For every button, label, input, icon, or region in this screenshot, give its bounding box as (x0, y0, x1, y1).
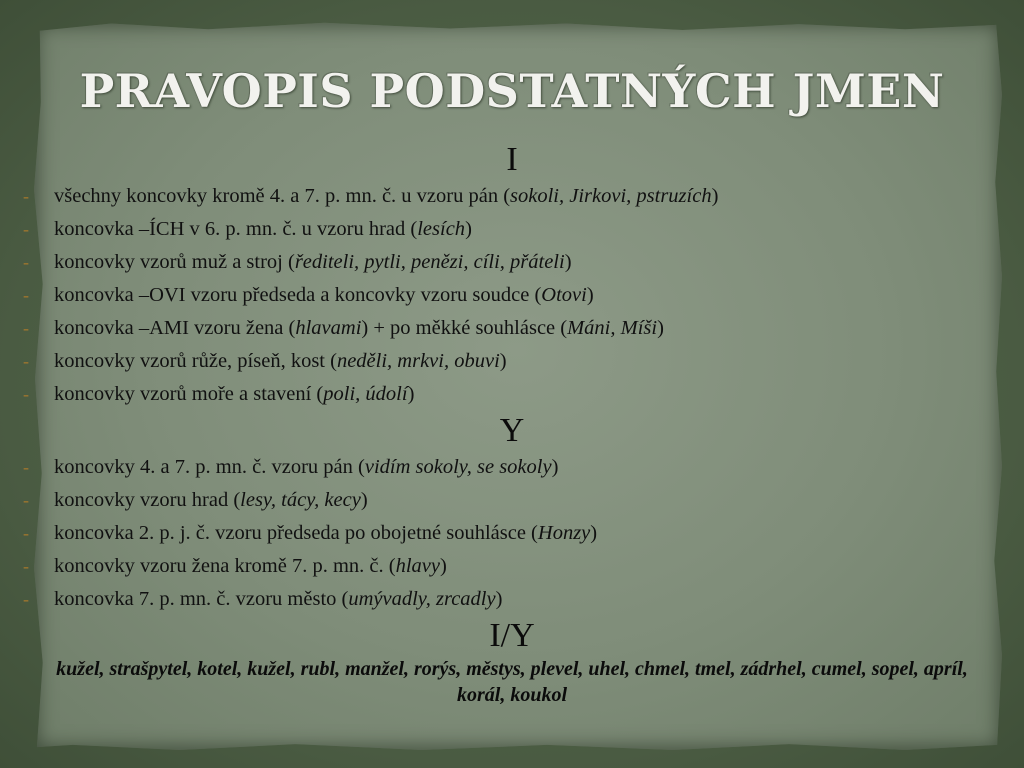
item-end: ) (495, 588, 503, 610)
list-item (20, 345, 1004, 378)
slide-title: PRAVOPIS PODSTATNÝCH JMEN (79, 64, 945, 118)
item-end: ) (407, 383, 415, 405)
slide-content (20, 140, 1004, 708)
item-end: ) (590, 522, 598, 544)
bullet-dash: - (23, 384, 29, 404)
item-examples: lesy, tácy, kecy (240, 489, 361, 511)
bullet-dash: - (23, 252, 29, 272)
list-item (20, 312, 1004, 345)
list-item (20, 279, 1004, 312)
item-end: ) (564, 251, 572, 273)
item-examples: vidím sokoly, se sokoly (364, 456, 552, 478)
item-text: koncovka 2. p. j. č. vzoru předseda po obojetné souhlásce ( (54, 522, 538, 544)
list-item (20, 213, 1004, 246)
bullet-dash: - (23, 490, 29, 510)
list-item (20, 484, 1004, 517)
section-i-list (20, 180, 1004, 411)
item-examples: sokoli, Jirkovi, pstruzích (510, 185, 712, 207)
list-item (20, 451, 1004, 484)
item-text: koncovka –OVI vzoru předseda a koncovky vzoru soudce ( (54, 284, 542, 306)
list-item (20, 378, 1004, 411)
item-examples: Honzy (537, 522, 591, 544)
bullet-dash: - (23, 318, 29, 338)
item-end: ) (711, 185, 719, 207)
section-heading-i: I (506, 141, 518, 178)
item-text: koncovky vzorů růže, píseň, kost ( (54, 350, 337, 372)
section-heading-iy: I/Y (489, 617, 535, 654)
bullet-dash: - (23, 186, 29, 206)
section-heading-y: Y (499, 412, 525, 449)
item-text: koncovka –AMI vzoru žena ( (54, 317, 296, 339)
item-text: koncovky vzorů moře a stavení ( (54, 383, 324, 405)
exception-words: kužel, strašpytel, kotel, kužel, rubl, manžel, rorýs, městys, plevel, uhel, chmel, tmel, zádrhel, cumel, sopel, apríl, korál, koukol (56, 658, 968, 706)
item-examples: hlavy (395, 555, 440, 577)
list-item (20, 180, 1004, 213)
item-end: ) (465, 218, 472, 240)
item-examples: lesích (417, 218, 466, 240)
item-end: ) (586, 284, 594, 306)
item-text: koncovky 4. a 7. p. mn. č. vzoru pán ( (54, 456, 365, 478)
bullet-dash: - (23, 523, 29, 543)
list-item (20, 550, 1004, 583)
item-examples: hlavami (295, 317, 362, 339)
item-examples: umývadly, zrcadly (348, 588, 496, 610)
item-examples-2: Máni, Míši (567, 317, 658, 339)
item-text: koncovky vzoru hrad ( (54, 489, 241, 511)
bullet-dash: - (23, 219, 29, 239)
item-end-2: ) (657, 317, 664, 339)
item-examples: Otovi (541, 284, 587, 306)
item-examples: poli, údolí (323, 383, 408, 405)
list-item (20, 246, 1004, 279)
section-y-list (20, 451, 1004, 616)
item-end: ) (499, 350, 507, 372)
bullet-dash: - (23, 285, 29, 305)
item-examples: řediteli, pytli, penězi, cíli, přáteli (294, 251, 565, 273)
item-text: koncovky vzoru žena kromě 7. p. mn. č. ( (54, 555, 396, 577)
item-text: všechny koncovky kromě 4. a 7. p. mn. č. u vzoru pán ( (54, 185, 511, 207)
item-examples: neděli, mrkvi, obuvi (336, 350, 500, 372)
item-end: ) (439, 555, 447, 577)
item-end: ) (360, 489, 368, 511)
list-item (20, 517, 1004, 550)
bullet-dash: - (23, 351, 29, 371)
list-item (20, 583, 1004, 616)
item-text: koncovka –ÍCH v 6. p. mn. č. u vzoru hrad ( (54, 218, 418, 240)
item-text: koncovka 7. p. mn. č. vzoru město ( (54, 588, 349, 610)
bullet-dash: - (23, 556, 29, 576)
item-end: ) (551, 456, 559, 478)
bullet-dash: - (23, 589, 29, 609)
bullet-dash: - (23, 457, 29, 477)
item-text: koncovky vzorů muž a stroj ( (54, 251, 295, 273)
item-end: ) + po měkké souhlásce ( (361, 317, 568, 339)
